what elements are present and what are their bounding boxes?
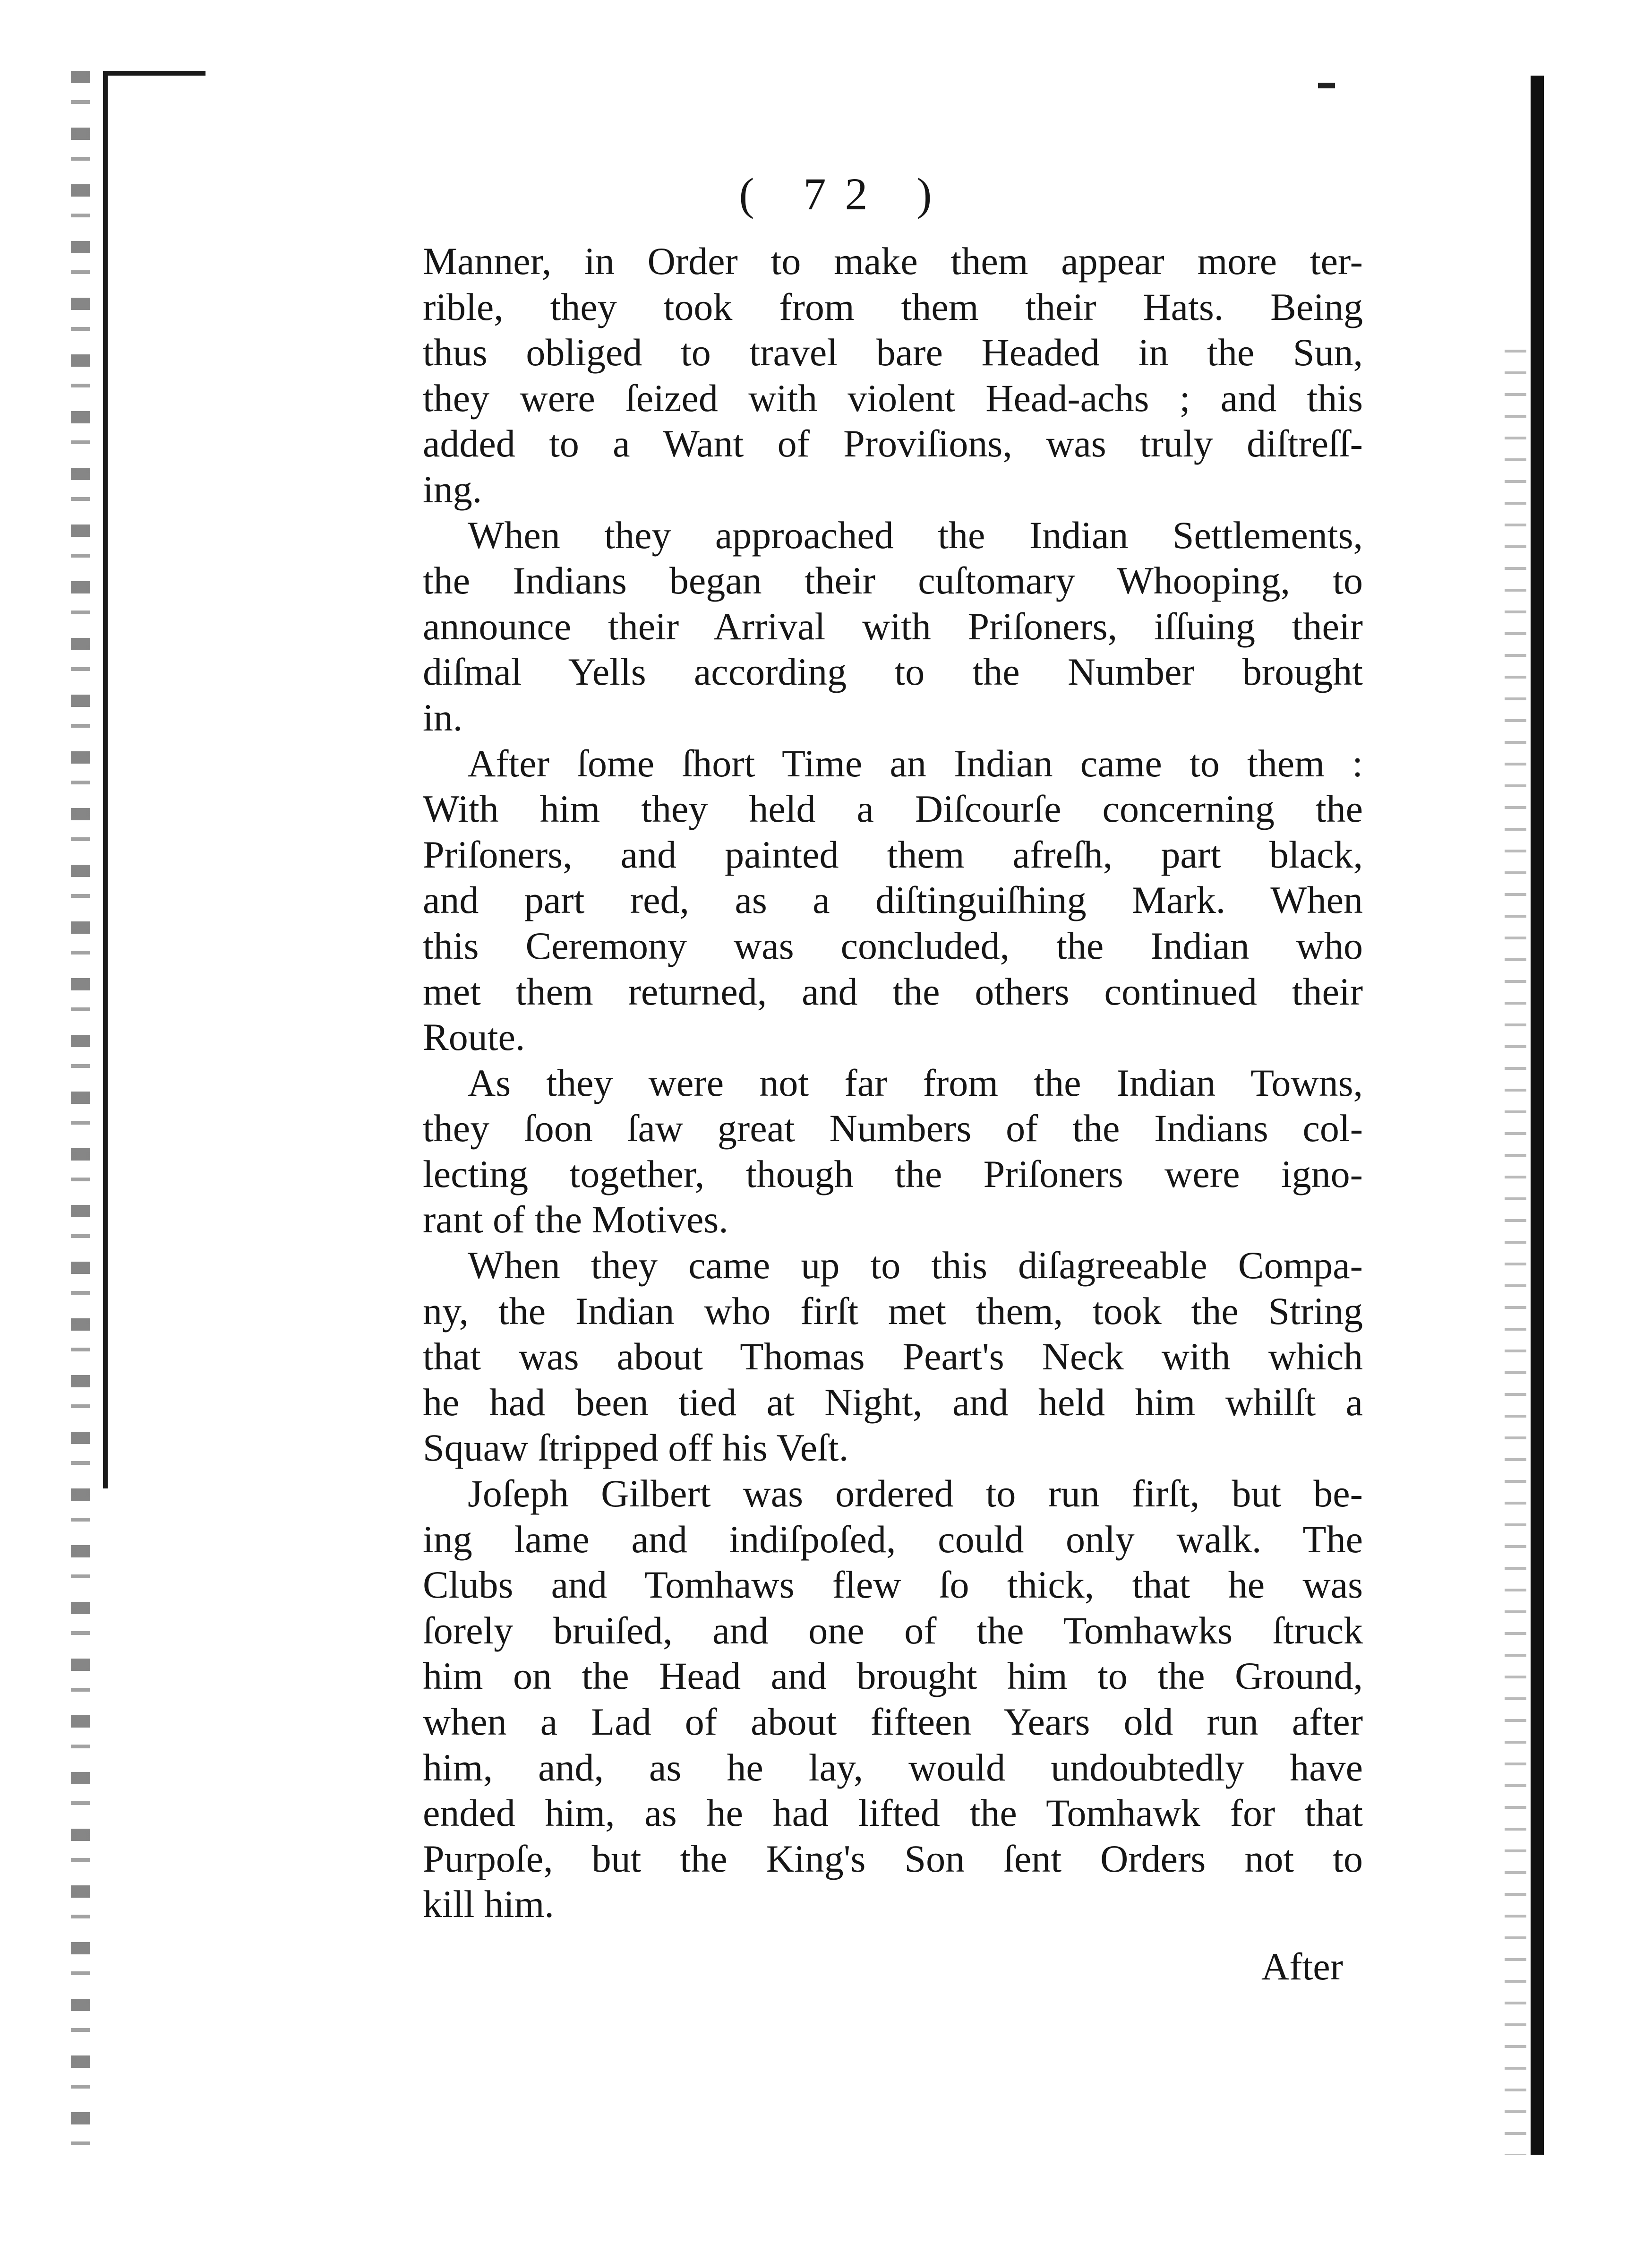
page-number: ( 72 ) (739, 169, 951, 219)
text-line: they ſoon ſaw great Numbers of the Indians col- (423, 1107, 1363, 1150)
text-line: When they approached the Indian Settlements, (468, 513, 1363, 557)
text-line: thus obliged to travel bare Headed in the Sun, (423, 331, 1363, 374)
text-line: in. (423, 696, 463, 739)
text-line: rible, they took from them their Hats. Being (423, 285, 1363, 328)
text-line: he had been tied at Night, and held him whilſt a (423, 1380, 1363, 1424)
scan-edge-left-bar (103, 71, 108, 1488)
text-line: and part red, as a diſtinguiſhing Mark. When (423, 878, 1363, 922)
paragraph (423, 1471, 1363, 1927)
text-line: ſorely bruiſed, and one of the Tomhawks ſtruck (423, 1608, 1363, 1652)
scan-edge-left-top (106, 71, 205, 76)
text-line: ended him, as he had lifted the Tomhawk for that (423, 1791, 1363, 1835)
text-line: ing lame and indiſpoſed, could only walk. The (423, 1517, 1363, 1561)
text-line: Priſoners, and painted them afreſh, part black, (423, 833, 1363, 876)
text-line: when a Lad of about fifteen Years old run after (423, 1700, 1363, 1743)
paragraph (423, 513, 1363, 741)
text-line: this Ceremony was concluded, the Indian who (423, 924, 1363, 967)
text-line: announce their Arrival with Priſoners, iſſuing their (423, 604, 1363, 648)
scan-edge-left (71, 71, 90, 2159)
text-line: him on the Head and brought him to the Ground, (423, 1654, 1363, 1698)
scan-speck (1318, 83, 1335, 88)
text-line: With him they held a Diſcourſe concerning the (423, 787, 1363, 831)
text-line: Manner, in Order to make them appear more ter- (423, 240, 1363, 283)
text-line: Route. (423, 1015, 525, 1059)
text-line: that was about Thomas Peart's Neck with which (423, 1335, 1363, 1378)
text-line: ny, the Indian who firſt met them, took the String (423, 1289, 1363, 1333)
text-line: they were ſeized with violent Head-achs ; and this (423, 376, 1363, 420)
text-line: Squaw ſtripped off his Veſt. (423, 1426, 849, 1470)
page-body-text (423, 239, 1363, 1927)
scan-edge-right-noise (1505, 331, 1526, 2155)
text-line: the Indians began their cuſtomary Whooping, to (423, 559, 1363, 602)
text-line: ing. (423, 467, 482, 511)
text-line: rant of the Motives. (423, 1198, 728, 1241)
paragraph (423, 239, 1363, 513)
text-line: As they were not far from the Indian Towns, (468, 1061, 1363, 1104)
text-line: After ſome ſhort Time an Indian came to them : (468, 741, 1363, 785)
paragraph (423, 1060, 1363, 1243)
scan-edge-right (1531, 76, 1544, 2155)
text-line: When they came up to this diſagreeable Compa- (468, 1244, 1363, 1287)
text-line: Purpoſe, but the King's Son ſent Orders not to (423, 1837, 1363, 1880)
text-line: lecting together, though the Priſoners were igno- (423, 1152, 1363, 1195)
paragraph (423, 741, 1363, 1060)
text-line: kill him. (423, 1883, 554, 1926)
text-line: met them returned, and the others continued their (423, 970, 1363, 1013)
catchword: After (1261, 1945, 1344, 1988)
text-line: him, and, as he lay, would undoubtedly have (423, 1746, 1363, 1789)
text-line: Joſeph Gilbert was ordered to run firſt, but be- (468, 1472, 1363, 1515)
text-line: diſmal Yells according to the Number brought (423, 650, 1363, 694)
text-line: Clubs and Tomhaws flew ſo thick, that he was (423, 1563, 1363, 1607)
paragraph (423, 1243, 1363, 1471)
text-line: added to a Want of Proviſions, was truly diſtreſſ- (423, 422, 1363, 465)
